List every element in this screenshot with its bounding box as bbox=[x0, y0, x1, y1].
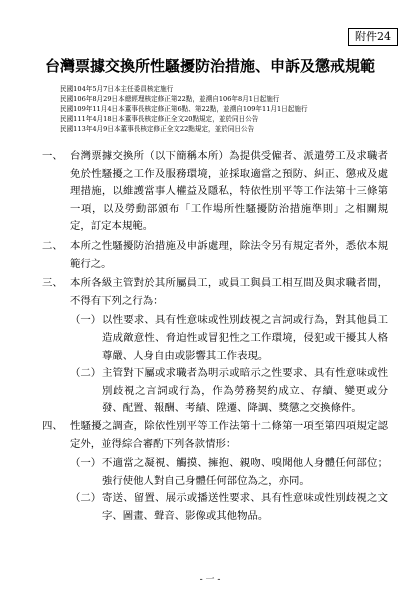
article-4-item-2 bbox=[70, 490, 388, 525]
item-number: （二） bbox=[70, 367, 102, 380]
amendment-history bbox=[60, 84, 400, 134]
item-text: 不適當之凝視、觸摸、擁抱、親吻、嗅聞他人身體任何部位；強行使他人對自己身體任何部位為之，亦同。 bbox=[102, 457, 388, 487]
article-4-item-1 bbox=[70, 455, 388, 490]
item-text: 寄送、留置、展示或播送性要求、具有性意味或性別歧視之文字、圖畫、聲音、影像或其他物品。 bbox=[102, 492, 388, 522]
article-text: 性騷擾之調查，除依性別平等工作法第十二條第一項至第四項規定認定外，並得綜合審酌下列各款情形： bbox=[70, 419, 388, 450]
article-text: 本所各級主管對於其所屬員工，或員工與員工相互間及與求職者間，不得有下列之行為： bbox=[70, 277, 388, 307]
history-line: 民國104年5月7日本主任委員核定施行 bbox=[60, 85, 174, 93]
history-line: 民國113年4月9日本董事長核定修正全文22點規定，並於同日公告 bbox=[60, 125, 255, 133]
article-3-item-1 bbox=[70, 312, 388, 365]
item-number: （一） bbox=[70, 457, 102, 470]
item-text: 主管對下屬或求職者為明示或暗示之性要求、具有性意味或性別歧視之言詞或行為，作為勞務契約成立、存續、變更或分發、配置、報酬、考績、陞遷、降調、獎懲之交換條件。 bbox=[102, 367, 388, 415]
article-number: 二、 bbox=[42, 239, 63, 252]
article-4 bbox=[42, 418, 388, 453]
history-line: 民國111年4月18日本董事長核定修正全文20點規定，並於同日公告 bbox=[60, 115, 259, 123]
document-body bbox=[42, 148, 388, 525]
document-title: 台灣票據交換所性騷擾防治措施、申訴及懲戒規範 bbox=[44, 57, 375, 75]
article-3-item-2 bbox=[70, 365, 388, 418]
history-line: 民國109年11月4日本董事長核定修正第6點、第22點，並溯自109年11月1日起施行 bbox=[60, 105, 308, 113]
history-line: 民國106年8月29日本總經理核定修正第22點，並溯自106年8月1日起施行 bbox=[60, 95, 280, 103]
article-number: 一、 bbox=[42, 150, 63, 162]
article-number: 三、 bbox=[42, 277, 63, 290]
article-text: 本所之性騷擾防治措施及申訴處理，除法令另有規定者外，悉依本規範行之。 bbox=[70, 239, 388, 270]
item-number: （一） bbox=[70, 314, 102, 327]
article-1 bbox=[42, 148, 388, 236]
page-number: - 一 - bbox=[199, 575, 221, 585]
item-text: 以性要求、具有性意味或性別歧視之言詞或行為，對其他員工造成敵意性、脅迫性或冒犯性之工作環境，侵犯或干擾其人格尊嚴、人身自由或影響其工作表現。 bbox=[102, 314, 388, 362]
article-2 bbox=[42, 238, 388, 273]
article-text: 台灣票據交換所（以下簡稱本所）為提供受僱者、派遣勞工及求職者免於性騷擾之工作及服務環境，並採取適當之預防、糾正、懲戒及處理措施，以維護當事人權益及隱私，特依性別平等工作法第十三條第一項，以及勞動部頒布「工作場所性騷擾防治措施準則」之相關規定，訂定本規範。 bbox=[70, 150, 388, 233]
attachment-label: 附件24 bbox=[348, 28, 398, 46]
article-number: 四、 bbox=[42, 419, 63, 432]
article-3 bbox=[42, 275, 388, 310]
item-number: （二） bbox=[70, 492, 102, 505]
